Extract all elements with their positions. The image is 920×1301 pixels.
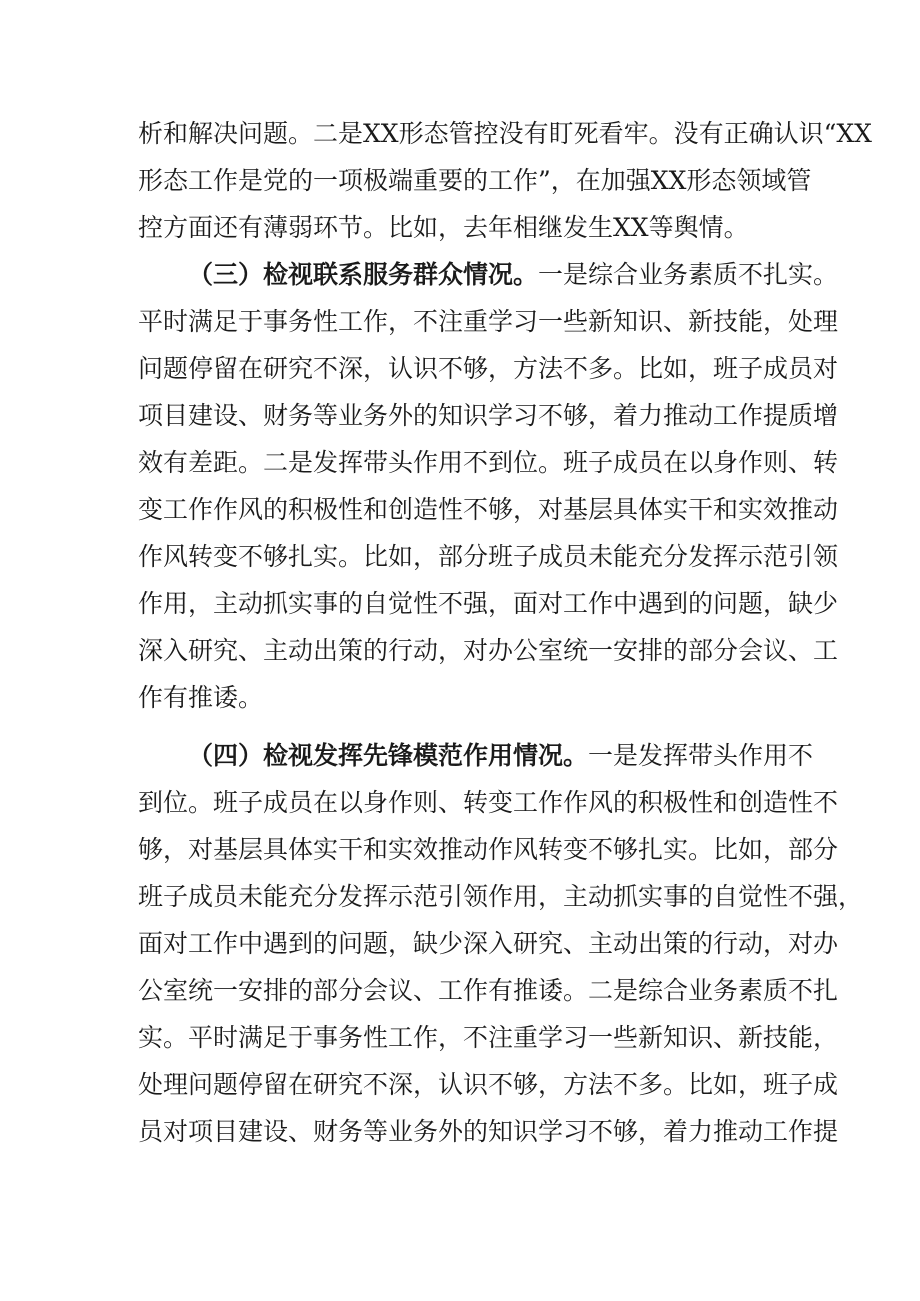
section4-line: 面对工作中遇到的问题，缺少深入研究、主动出策的行动，对办 — [138, 929, 839, 958]
section3-line: 深入研究、主动出策的行动，对办公室统一安排的部分会议、工 — [138, 636, 839, 665]
section4-line: 班子成员未能充分发挥示范引领作用，主动抓实事的自觉性不强， — [138, 882, 864, 911]
section3-line: 变工作作风的积极性和创造性不够，对基层具体实干和实效推动 — [138, 495, 839, 524]
section3-line: 效有差距。二是发挥带头作用不到位。班子成员在以身作则、转 — [138, 448, 839, 477]
section3-line: 作用，主动抓实事的自觉性不强，面对工作中遇到的问题，缺少 — [138, 589, 839, 618]
section4-line: 员对项目建设、财务等业务外的知识学习不够，着力推动工作提 — [138, 1117, 839, 1146]
section4-line: 到位。班子成员在以身作则、转变工作作风的积极性和创造性不 — [138, 788, 839, 817]
section3-line: 问题停留在研究不深，认识不够，方法不多。比如，班子成员对 — [138, 354, 839, 383]
section3-line: 平时满足于事务性工作，不注重学习一些新知识、新技能，处理 — [138, 307, 839, 336]
section3-line: 作有推诿。 — [138, 683, 264, 712]
section3-first-line — [188, 258, 839, 292]
section3-heading: （三）检视联系服务群众情况。 — [188, 260, 539, 289]
section4-line: 够，对基层具体实干和实效推动作风转变不够扎实。比如，部分 — [138, 835, 839, 864]
section4-line: 处理问题停留在研究不深，认识不够，方法不多。比如，班子成 — [138, 1070, 839, 1099]
section3-first-line-rest: 一是综合业务素质不扎实。 — [538, 260, 839, 289]
section3-line: 作风转变不够扎实。比如，部分班子成员未能充分发挥示范引领 — [138, 542, 839, 571]
carryover-line-3: 控方面还有薄弱环节。比如，去年相继发生XX等舆情。 — [138, 213, 749, 242]
section4-heading: （四）检视发挥先锋模范作用情况。 — [188, 741, 589, 770]
section4-line: 公室统一安排的部分会议、工作有推诿。二是综合业务素质不扎 — [138, 976, 839, 1005]
section3-line: 项目建设、财务等业务外的知识学习不够，着力推动工作提质增 — [138, 401, 839, 430]
carryover-line-2: 形态工作是党的一项极端重要的工作”，在加强XX形态领域管 — [138, 166, 812, 195]
section4-first-line-rest: 一是发挥带头作用不 — [588, 741, 814, 770]
carryover-line-1: 析和解决问题。二是XX形态管控没有盯死看牢。没有正确认识“XX — [138, 119, 872, 148]
section4-first-line — [188, 739, 814, 773]
section4-line: 实。平时满足于事务性工作，不注重学习一些新知识、新技能， — [138, 1023, 839, 1052]
